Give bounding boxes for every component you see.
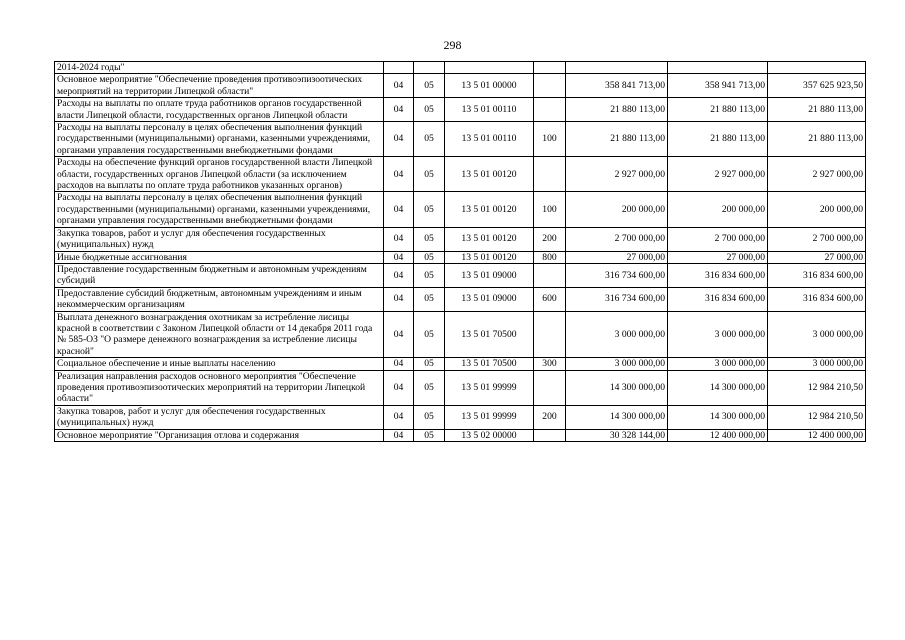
amount-year2-cell: 2 700 000,00 — [668, 227, 768, 251]
amount-year1-cell: 21 880 113,00 — [566, 122, 668, 157]
target-article-cell: 13 5 01 70500 — [445, 358, 534, 370]
subsection-code-cell: 05 — [414, 251, 445, 263]
table-row — [55, 192, 866, 227]
subsection-code-cell: 05 — [414, 192, 445, 227]
expense-name-cell: Расходы на выплаты по оплате труда работников органов государственной власти Липецкой области, государственных органов Липецкой области — [55, 98, 384, 122]
amount-year3-cell: 12 984 210,50 — [768, 405, 866, 429]
amount-year1-cell: 2 700 000,00 — [566, 227, 668, 251]
target-article-cell: 13 5 01 70500 — [445, 311, 534, 358]
amount-year3-cell: 2 700 000,00 — [768, 227, 866, 251]
target-article-cell: 13 5 01 99999 — [445, 405, 534, 429]
target-article-cell: 13 5 01 00120 — [445, 251, 534, 263]
amount-year1-cell: 27 000,00 — [566, 251, 668, 263]
amount-year3-cell: 3 000 000,00 — [768, 358, 866, 370]
expense-name-cell: Основное мероприятие "Обеспечение проведения противоэпизоотических мероприятий на территории Липецкой области" — [55, 74, 384, 98]
expense-type-cell: 200 — [534, 405, 566, 429]
target-article-cell: 13 5 01 09000 — [445, 287, 534, 311]
section-code-cell: 04 — [384, 405, 414, 429]
expense-name-cell: Расходы на обеспечение функций органов государственной власти Липецкой области, государственных органов Липецкой области (за исключением расходов на выплаты по оплате труда работников указанных органов) — [55, 157, 384, 192]
subsection-code-cell: 05 — [414, 122, 445, 157]
section-code-cell: 04 — [384, 122, 414, 157]
expense-type-cell — [534, 370, 566, 405]
page-number: 298 — [443, 38, 462, 52]
amount-year3-cell: 27 000,00 — [768, 251, 866, 263]
expense-name-cell: Основное мероприятие "Организация отлова и содержания — [55, 429, 384, 441]
expense-type-cell — [534, 429, 566, 441]
subsection-code-cell: 05 — [414, 263, 445, 287]
expense-type-cell — [534, 263, 566, 287]
amount-year3-cell: 3 000 000,00 — [768, 311, 866, 358]
subsection-code-cell: 05 — [414, 311, 445, 358]
amount-year2-cell: 21 880 113,00 — [668, 122, 768, 157]
amount-year2-cell: 14 300 000,00 — [668, 405, 768, 429]
table-row — [55, 98, 866, 122]
table-row — [55, 227, 866, 251]
amount-year1-cell: 200 000,00 — [566, 192, 668, 227]
table-body — [55, 62, 866, 442]
amount-year2-cell: 3 000 000,00 — [668, 311, 768, 358]
subsection-code-cell: 05 — [414, 429, 445, 441]
expense-type-cell: 300 — [534, 358, 566, 370]
amount-year1-cell: 14 300 000,00 — [566, 370, 668, 405]
target-article-cell: 13 5 01 00120 — [445, 192, 534, 227]
target-article-cell — [445, 62, 534, 74]
section-code-cell: 04 — [384, 370, 414, 405]
section-code-cell: 04 — [384, 429, 414, 441]
amount-year2-cell: 358 941 713,00 — [668, 74, 768, 98]
expense-type-cell — [534, 62, 566, 74]
subsection-code-cell: 05 — [414, 287, 445, 311]
section-code-cell: 04 — [384, 287, 414, 311]
amount-year3-cell: 12 400 000,00 — [768, 429, 866, 441]
amount-year3-cell: 12 984 210,50 — [768, 370, 866, 405]
expense-type-cell: 200 — [534, 227, 566, 251]
subsection-code-cell: 05 — [414, 74, 445, 98]
subsection-code-cell: 05 — [414, 227, 445, 251]
amount-year2-cell: 21 880 113,00 — [668, 98, 768, 122]
amount-year3-cell: 316 834 600,00 — [768, 263, 866, 287]
expense-type-cell — [534, 74, 566, 98]
amount-year3-cell: 21 880 113,00 — [768, 122, 866, 157]
amount-year2-cell: 14 300 000,00 — [668, 370, 768, 405]
table-row — [55, 251, 866, 263]
expense-type-cell: 600 — [534, 287, 566, 311]
table-row — [55, 287, 866, 311]
expense-name-cell: Предоставление государственным бюджетным и автономным учреждениям субсидий — [55, 263, 384, 287]
amount-year1-cell: 2 927 000,00 — [566, 157, 668, 192]
amount-year1-cell: 316 734 600,00 — [566, 287, 668, 311]
subsection-code-cell: 05 — [414, 405, 445, 429]
expense-name-cell: 2014-2024 годы" — [55, 62, 384, 74]
amount-year3-cell — [768, 62, 866, 74]
expense-name-cell: Выплата денежного вознаграждения охотникам за истребление лисицы красной в соответствии с Законом Липецкой области от 14 декабря 2011 года № 585-ОЗ "О размере денежного вознаграждения за истребление лисицы красной" — [55, 311, 384, 358]
amount-year3-cell: 2 927 000,00 — [768, 157, 866, 192]
amount-year1-cell: 21 880 113,00 — [566, 98, 668, 122]
table-row — [55, 62, 866, 74]
amount-year2-cell: 2 927 000,00 — [668, 157, 768, 192]
amount-year2-cell: 316 834 600,00 — [668, 263, 768, 287]
section-code-cell: 04 — [384, 358, 414, 370]
table-row — [55, 157, 866, 192]
expense-type-cell: 800 — [534, 251, 566, 263]
section-code-cell: 04 — [384, 157, 414, 192]
amount-year1-cell: 30 328 144,00 — [566, 429, 668, 441]
amount-year2-cell — [668, 62, 768, 74]
expense-type-cell: 100 — [534, 192, 566, 227]
section-code-cell: 04 — [384, 98, 414, 122]
section-code-cell — [384, 62, 414, 74]
subsection-code-cell: 05 — [414, 370, 445, 405]
amount-year2-cell: 316 834 600,00 — [668, 287, 768, 311]
table-row — [55, 370, 866, 405]
amount-year2-cell: 27 000,00 — [668, 251, 768, 263]
expense-type-cell — [534, 98, 566, 122]
expense-name-cell: Расходы на выплаты персоналу в целях обеспечения выполнения функций государственными (муниципальными) органами, казенными учреждениями, органами управления государственными внебюджетными фондами — [55, 122, 384, 157]
expense-name-cell: Социальное обеспечение и иные выплаты населению — [55, 358, 384, 370]
expense-type-cell — [534, 311, 566, 358]
amount-year1-cell: 316 734 600,00 — [566, 263, 668, 287]
table-row — [55, 405, 866, 429]
subsection-code-cell — [414, 62, 445, 74]
section-code-cell: 04 — [384, 192, 414, 227]
table-row — [55, 311, 866, 358]
section-code-cell: 04 — [384, 227, 414, 251]
target-article-cell: 13 5 01 00110 — [445, 98, 534, 122]
amount-year1-cell — [566, 62, 668, 74]
section-code-cell: 04 — [384, 74, 414, 98]
amount-year3-cell: 21 880 113,00 — [768, 98, 866, 122]
subsection-code-cell: 05 — [414, 358, 445, 370]
expense-name-cell: Реализация направления расходов основного мероприятия "Обеспечение проведения противоэпизоотических мероприятий на территории Липецкой области" — [55, 370, 384, 405]
subsection-code-cell: 05 — [414, 157, 445, 192]
expense-name-cell: Расходы на выплаты персоналу в целях обеспечения выполнения функций государственными (муниципальными) органами, казенными учреждениями, органами управления государственными внебюджетными фондами — [55, 192, 384, 227]
amount-year1-cell: 358 841 713,00 — [566, 74, 668, 98]
subsection-code-cell: 05 — [414, 98, 445, 122]
target-article-cell: 13 5 01 99999 — [445, 370, 534, 405]
target-article-cell: 13 5 01 00110 — [445, 122, 534, 157]
amount-year1-cell: 3 000 000,00 — [566, 311, 668, 358]
amount-year1-cell: 14 300 000,00 — [566, 405, 668, 429]
section-code-cell: 04 — [384, 251, 414, 263]
target-article-cell: 13 5 01 00120 — [445, 227, 534, 251]
expense-type-cell — [534, 157, 566, 192]
target-article-cell: 13 5 01 00120 — [445, 157, 534, 192]
expense-name-cell: Иные бюджетные ассигнования — [55, 251, 384, 263]
expense-type-cell: 100 — [534, 122, 566, 157]
target-article-cell: 13 5 02 00000 — [445, 429, 534, 441]
amount-year1-cell: 3 000 000,00 — [566, 358, 668, 370]
amount-year2-cell: 3 000 000,00 — [668, 358, 768, 370]
target-article-cell: 13 5 01 00000 — [445, 74, 534, 98]
expense-name-cell: Закупка товаров, работ и услуг для обеспечения государственных (муниципальных) нужд — [55, 405, 384, 429]
table-row — [55, 263, 866, 287]
table-row — [55, 122, 866, 157]
table-row — [55, 74, 866, 98]
section-code-cell: 04 — [384, 263, 414, 287]
table-row — [55, 358, 866, 370]
budget-table — [54, 61, 866, 442]
amount-year3-cell: 357 625 923,50 — [768, 74, 866, 98]
amount-year2-cell: 200 000,00 — [668, 192, 768, 227]
expense-name-cell: Предоставление субсидий бюджетным, автономным учреждениям и иным некоммерческим организациям — [55, 287, 384, 311]
table-row — [55, 429, 866, 441]
target-article-cell: 13 5 01 09000 — [445, 263, 534, 287]
expense-name-cell: Закупка товаров, работ и услуг для обеспечения государственных (муниципальных) нужд — [55, 227, 384, 251]
amount-year3-cell: 200 000,00 — [768, 192, 866, 227]
section-code-cell: 04 — [384, 311, 414, 358]
amount-year3-cell: 316 834 600,00 — [768, 287, 866, 311]
amount-year2-cell: 12 400 000,00 — [668, 429, 768, 441]
